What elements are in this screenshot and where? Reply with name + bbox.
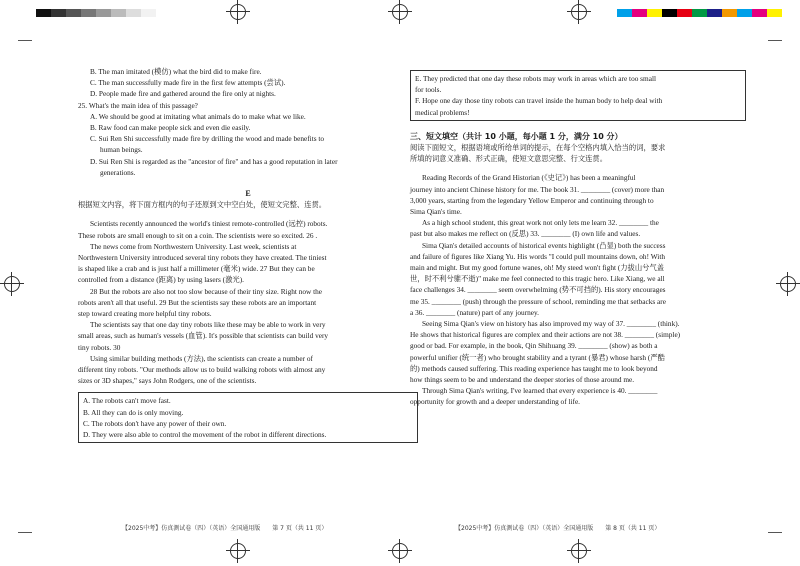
crop-mark bbox=[768, 532, 782, 533]
text-line: B. The man imitated (模仿) what the bird did to make fire. bbox=[90, 67, 262, 76]
option-line: C. The robots don't have any power of their own. bbox=[83, 418, 227, 428]
text-line: D. Sui Ren Shi is regarded as the "ancestor of fire" and has a good reputation in later bbox=[90, 156, 338, 166]
color-swatch bbox=[707, 9, 722, 17]
text-line: 根据短文内容，将下面方框内的句子还原到文中空白处，使短文完整、连贯。 bbox=[78, 200, 327, 210]
text-line: Through Sima Qian's writing, I've learned that every experience is 40. ________ bbox=[422, 386, 658, 396]
text-line: different tiny robots. "Our methods allow us to build walking robots with almost any bbox=[78, 365, 326, 375]
color-swatch bbox=[677, 9, 692, 17]
cmyk-color-bar bbox=[617, 9, 782, 17]
footer-left: 【2025中考】仿真测试卷（四）（英语）全国通用版 第 7 页（共 11 页） bbox=[122, 525, 328, 532]
color-swatch bbox=[692, 9, 707, 17]
color-swatch bbox=[36, 9, 51, 17]
footer-right: 【2025中考】仿真测试卷（四）（英语）全国通用版 第 8 页（共 11 页） bbox=[455, 525, 661, 532]
text-line: 的) methods caused suffering. This reading experience has taught me to look beyond bbox=[410, 363, 658, 373]
option-line: F. Hope one day those tiny robots can travel inside the human body to help deal with bbox=[415, 96, 663, 106]
text-line: step toward creating more helpful tiny robots. bbox=[78, 309, 212, 319]
text-line: past but also makes me reflect on (反思) 33. ________ (I) own life and values. bbox=[410, 229, 641, 239]
text-line: C. The man successfully made fire in the first few attempts (尝试). bbox=[90, 78, 286, 88]
section-heading: 三、短文填空（共计 10 小题，每小题 1 分，满分 10 分） bbox=[410, 131, 623, 141]
text-line: how things seem to be and understand the deeper stories of those around me. bbox=[410, 375, 635, 385]
registration-mark-top-left-icon bbox=[230, 4, 246, 20]
color-swatch bbox=[632, 9, 647, 17]
color-swatch bbox=[752, 9, 767, 17]
text-line: powerful unifier (统一者) who brought stability and a tyrant (暴君) whose harsh (严酷 bbox=[410, 352, 665, 362]
sentence-options-box-e-f bbox=[410, 70, 746, 121]
crop-mark bbox=[18, 40, 32, 41]
instructions-line-2: 所填的词意义准确、形式正确，使短文意思完整、行文连贯。 bbox=[410, 154, 608, 164]
registration-mark-bottom-right-icon bbox=[571, 543, 587, 559]
registration-mark-mid-left-icon bbox=[4, 276, 20, 292]
color-swatch bbox=[141, 9, 156, 17]
registration-mark-bottom-center-icon bbox=[392, 543, 408, 559]
text-line: Reading Records of the Grand Historian (《史记》) has been a meaningful bbox=[422, 173, 636, 183]
grayscale-color-bar bbox=[36, 9, 156, 17]
text-line: As a high school student, this great work not only lets me learn 32. ________ the bbox=[422, 218, 659, 228]
text-line: me 35. ________ (push) through the pressure of school, reminding me that setbacks are bbox=[410, 296, 666, 306]
text-line: and failure of figures like Xiang Yu. His words "I could pull mountains down, oh! With bbox=[410, 251, 665, 261]
text-line: He shows that historical figures are complex and their actions are not 38. ________ (simple) bbox=[410, 330, 681, 340]
text-line: robots aren't all that useful. 29 But the scientists say these robots are an important bbox=[78, 297, 317, 307]
text-line: good or bad. For example, in the book, Qin Shihuang 39. ________ (show) as both a bbox=[410, 341, 658, 351]
option-line: medical problems! bbox=[415, 107, 470, 117]
text-line: Scientists recently announced the world's tiniest remote-controlled (远控) robots. bbox=[90, 219, 328, 229]
text-line: Sima Qian's time. bbox=[410, 207, 462, 217]
sentence-options-box-a-d bbox=[78, 392, 418, 443]
text-line: main and might. But my good fortune wanes, oh! My steed won't fight (力拔山兮气盖 bbox=[410, 263, 665, 273]
option-line: B. All they can do is only moving. bbox=[83, 407, 184, 417]
text-line: D. People made fire and gathered around the fire only at nights. bbox=[90, 89, 276, 99]
color-swatch bbox=[81, 9, 96, 17]
text-line: is shaped like a crab and is just half a millimeter (毫米) wide. 27 But they can be bbox=[78, 264, 315, 274]
text-line: 25. What's the main idea of this passage? bbox=[78, 100, 198, 110]
text-line: B. Raw food can make people sick and even die easily. bbox=[90, 123, 251, 133]
text-line: controlled from a distance (距离) by using lasers (激光). bbox=[78, 275, 244, 285]
color-swatch bbox=[126, 9, 141, 17]
color-swatch bbox=[662, 9, 677, 17]
option-line: E. They predicted that one day these robots may work in areas which are too small bbox=[415, 74, 656, 83]
color-swatch bbox=[96, 9, 111, 17]
color-swatch bbox=[767, 9, 782, 17]
text-line: sizes or 3D shapes," says John Rodgers, one of the scientists. bbox=[78, 376, 257, 386]
registration-mark-top-right-icon bbox=[571, 4, 587, 20]
text-line: Seeing Sima Qian's view on history has also improved my way of 37. ________ (think). bbox=[422, 319, 680, 329]
color-swatch bbox=[737, 9, 752, 17]
color-swatch bbox=[617, 9, 632, 17]
right-page-column bbox=[410, 70, 746, 408]
text-line: 3,000 years, starting from the legendary Yellow Emperor and continuing through to bbox=[410, 195, 654, 205]
text-line: journey into ancient Chinese history for me. The book 31. ________ (cover) more than bbox=[410, 184, 665, 194]
cloze-passage-text bbox=[410, 172, 746, 407]
option-line: D. They were also able to control the movement of the robot in different directions. bbox=[83, 430, 327, 440]
left-page-text bbox=[78, 66, 418, 386]
text-line: Sima Qian's detailed accounts of historical events highlight (凸显) both the success bbox=[422, 240, 666, 250]
left-page-column bbox=[78, 66, 418, 443]
instructions-line-1: 阅读下面短文，根据语境或所给单词的提示，在每个空格内填入恰当的词，要求 bbox=[410, 143, 666, 153]
crop-mark bbox=[768, 40, 782, 41]
text-line: a 36. ________ (nature) part of any journey. bbox=[410, 307, 540, 317]
crop-mark bbox=[18, 532, 32, 533]
text-line: A. We should be good at imitating what animals do to make what we like. bbox=[90, 111, 306, 121]
color-swatch bbox=[111, 9, 126, 17]
text-line: tiny robots. 30 bbox=[78, 342, 121, 352]
registration-mark-top-center-icon bbox=[392, 4, 408, 20]
text-line: Using similar building methods (方法), the scientists can create a number of bbox=[90, 353, 313, 363]
text-line bbox=[78, 210, 418, 218]
text-line: These robots are small enough to sit on a coin. The scientists were so excited. 26 . bbox=[78, 230, 318, 240]
text-line: human beings. bbox=[100, 145, 143, 155]
text-line: opportunity for growth and a deeper understanding of life. bbox=[410, 397, 581, 407]
color-swatch bbox=[66, 9, 81, 17]
text-line: 28 But the robots are also not too slow because of their tiny size. Right now the bbox=[90, 286, 323, 296]
text-line: E bbox=[245, 189, 251, 199]
text-line: 世，时不利兮骓不逝)" make me feel connected to this tragic hero. Like Xiang, we all bbox=[410, 274, 665, 284]
text-line: face challenges 34. ________ seem overwhelming (势不可挡的). His story encourages bbox=[410, 285, 666, 295]
text-line: C. Sui Ren Shi successfully made fire by drilling the wood and made benefits to bbox=[90, 134, 325, 144]
color-swatch bbox=[647, 9, 662, 17]
registration-mark-mid-right-icon bbox=[780, 276, 796, 292]
color-swatch bbox=[51, 9, 66, 17]
color-swatch bbox=[722, 9, 737, 17]
text-line: small areas, such as human's vessels (血管). It's possible that scientists can build very bbox=[78, 331, 329, 341]
text-line: The scientists say that one day tiny robots like these may be able to work in very bbox=[90, 320, 326, 330]
text-line: The news come from Northwestern University. Last week, scientists at bbox=[90, 241, 297, 251]
registration-mark-bottom-left-icon bbox=[230, 543, 246, 559]
option-line: A. The robots can't move fast. bbox=[83, 396, 171, 406]
text-line: generations. bbox=[100, 167, 136, 177]
text-line: Northwestern University introduced several tiny robots they have created. The tiniest bbox=[78, 253, 327, 263]
option-line: for tools. bbox=[415, 85, 442, 95]
